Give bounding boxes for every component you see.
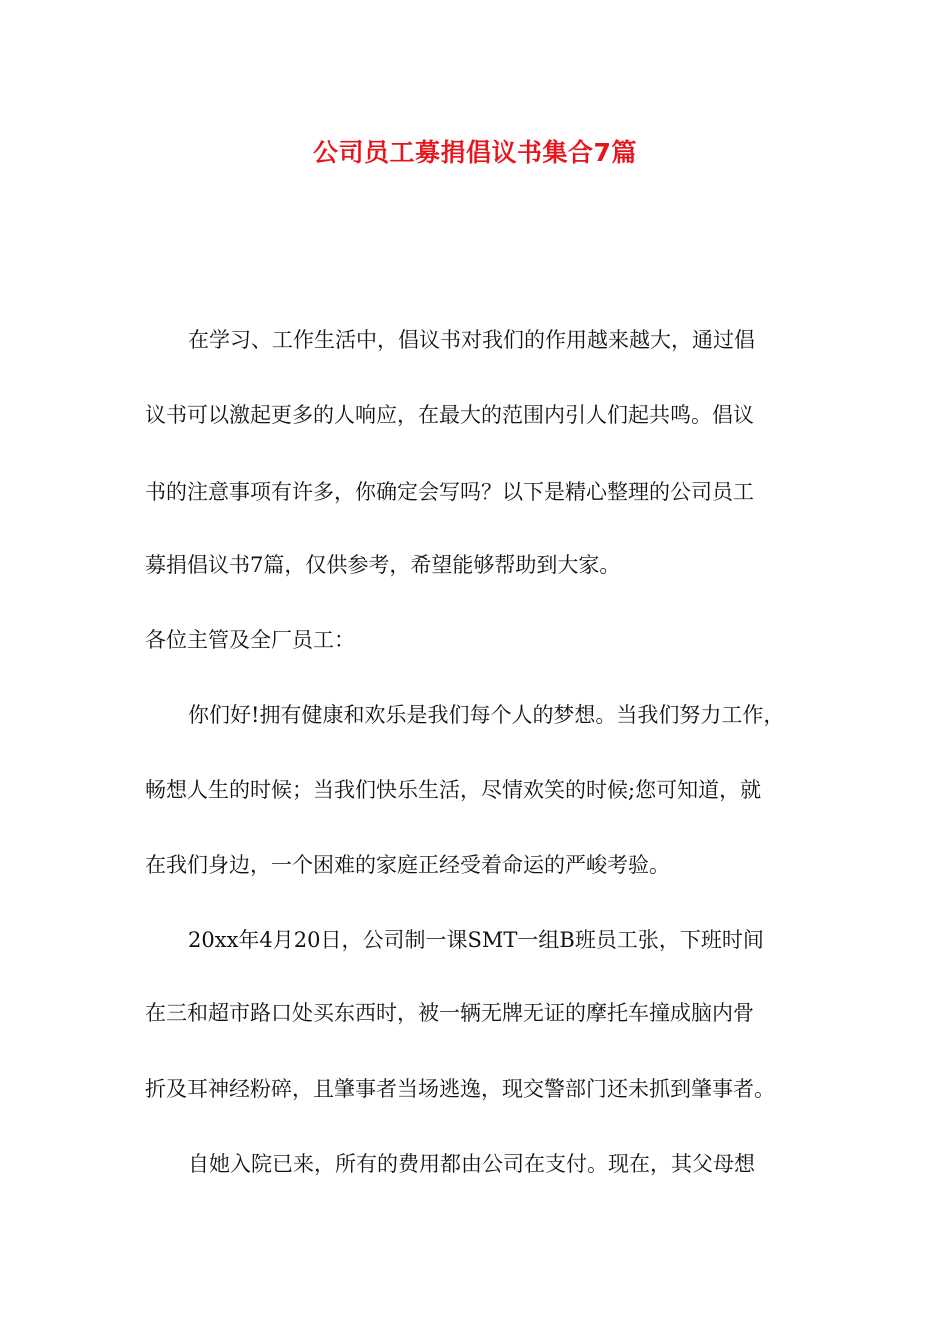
paragraph-line: 在三和超市路口处买东西时，被一辆无牌无证的摩托车撞成脑内骨 — [145, 1001, 754, 1025]
paragraph-line: 自她入院已来，所有的费用都由公司在支付。现在，其父母想 — [188, 1152, 755, 1176]
salutation-line: 各位主管及全厂员工： — [145, 628, 355, 652]
paragraph-line: 你们好!拥有健康和欢乐是我们每个人的梦想。当我们努力工作， — [188, 703, 785, 727]
document-title: 公司员工募捐倡议书集合7篇 — [313, 138, 637, 167]
paragraph-line: 募捐倡议书7篇，仅供参考，希望能够帮助到大家。 — [145, 553, 621, 577]
paragraph-line: 议书可以激起更多的人响应，在最大的范围内引人们起共鸣。倡议 — [145, 403, 754, 427]
paragraph-line: 20xx年4月20日，公司制一课SMT一组B班员工张，下班时间 — [188, 928, 764, 952]
paragraph-line: 折及耳神经粉碎，且肇事者当场逃逸，现交警部门还未抓到肇事者。 — [145, 1077, 775, 1101]
paragraph-line: 在学习、工作生活中，倡议书对我们的作用越来越大，通过倡 — [188, 328, 755, 352]
paragraph-line: 畅想人生的时候；当我们快乐生活，尽情欢笑的时候;您可知道，就 — [145, 778, 762, 802]
paragraph-line: 书的注意事项有许多，你确定会写吗？以下是精心整理的公司员工 — [145, 480, 754, 504]
paragraph-line: 在我们身边，一个困难的家庭正经受着命运的严峻考验。 — [145, 853, 670, 877]
